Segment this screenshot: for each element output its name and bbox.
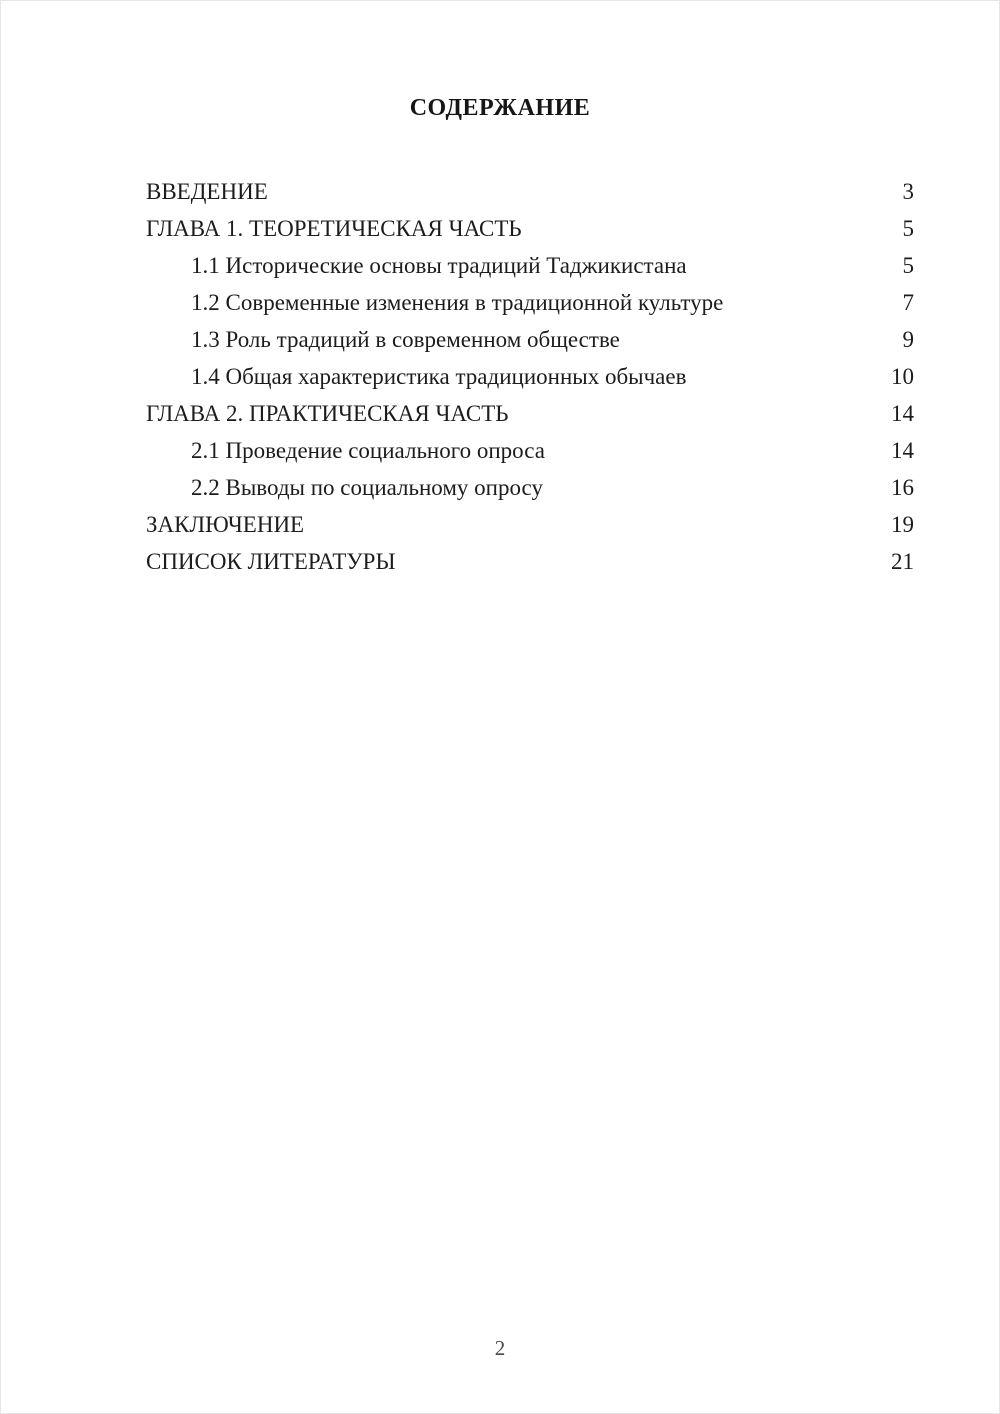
toc-entry-page-number: 9 [902,327,914,352]
toc-entry-page-number: 5 [902,253,914,278]
toc-entry-page-number: 5 [902,216,914,241]
toc-entry [146,321,914,358]
toc-entry-label: ВВЕДЕНИЕ [146,179,268,204]
toc-entry [146,432,914,469]
toc-entry-label: 2.2 Выводы по социальному опросу [191,475,543,500]
toc-entry-label: 2.1 Проведение социального опроса [191,438,545,463]
toc-entry [146,469,914,506]
toc-entry-label: ГЛАВА 1. ТЕОРЕТИЧЕСКАЯ ЧАСТЬ [146,216,522,241]
toc-entry-label: СПИСОК ЛИТЕРАТУРЫ [146,549,396,574]
toc-entry [146,358,914,395]
toc-entry-label: 1.4 Общая характеристика традиционных обычаев [191,364,687,389]
toc-entry-page-number: 19 [891,512,914,537]
toc-entry-page-number: 21 [891,549,914,574]
toc-entry-label: 1.2 Современные изменения в традиционной культуре [191,290,724,315]
page-title: СОДЕРЖАНИЕ [409,95,591,121]
toc-entry-page-number: 10 [891,364,914,389]
toc-entry-label: ГЛАВА 2. ПРАКТИЧЕСКАЯ ЧАСТЬ [146,401,509,426]
toc-entry-page-number: 14 [891,401,914,426]
toc-entry-page-number: 7 [902,290,914,315]
toc-entry-label: ЗАКЛЮЧЕНИЕ [146,512,305,537]
table-of-contents [146,173,914,580]
toc-entry [146,210,914,247]
toc-entry-page-number: 3 [902,179,914,204]
footer-page-number: 2 [494,1336,506,1360]
toc-entry [146,284,914,321]
toc-entry [146,247,914,284]
toc-entry-page-number: 16 [891,475,914,500]
toc-entry [146,506,914,543]
toc-entry-label: 1.1 Исторические основы традиций Таджикистана [191,253,687,278]
toc-entry-label: 1.3 Роль традиций в современном обществе [191,327,620,352]
toc-entry [146,173,914,210]
toc-entry [146,543,914,580]
toc-entry [146,395,914,432]
toc-entry-page-number: 14 [891,438,914,463]
